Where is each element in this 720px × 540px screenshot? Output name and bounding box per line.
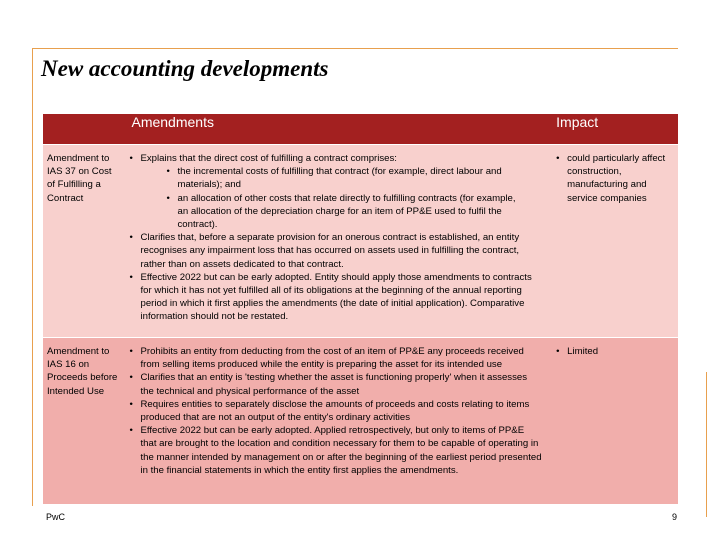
amendments-table <box>43 114 678 504</box>
sub-list <box>140 165 542 231</box>
row-label: Amendment to IAS 37 on Cost of Fulfilling a Contract <box>43 145 121 337</box>
list-item: • Limited <box>552 345 672 358</box>
list-item: • Effective 2022 but can be early adopted. Entity should apply those amendments to contracts for which it has not yet fulfilled all of its obligations at the beginning of the annual reporting period in which it first applies the amendments (the date of initial application). Comparative information should not be restated. <box>125 271 542 324</box>
list-item: • Effective 2022 but can be early adopted. Applied retrospectively, but only to items of PP&E that are brought to the location and condition necessary for them to be capable of operating in the manner intended by management on or after the beginning of the earliest period presented in the financial statements in which the entity first applies the amendments. <box>125 424 542 477</box>
amendment-list <box>125 152 542 324</box>
amendment-list <box>125 345 542 477</box>
list-item: • Clarifies that, before a separate provision for an onerous contract is established, an entity recognises any impairment loss that has occurred on assets used in fulfilling the contract, rather than on assets dedicated to that contract. <box>125 231 542 271</box>
impact-list <box>552 345 672 358</box>
header-amendments: Amendments <box>121 114 548 144</box>
row-label: Amendment to IAS 16 on Proceeds before Intended Use <box>43 338 121 504</box>
sub-list-item: • the incremental costs of fulfilling that contract (for example, direct labour and materials); and <box>140 165 542 191</box>
list-item: • Requires entities to separately disclose the amounts of proceeds and costs relating to items produced that are not an output of the entity's ordinary activities <box>125 398 542 424</box>
list-item: • Clarifies that an entity is 'testing whether the asset is functioning properly' when it assesses the technical and physical performance of the asset <box>125 371 542 397</box>
frame-right-line <box>706 372 707 517</box>
frame-left-line <box>32 48 33 506</box>
table-row <box>43 145 678 337</box>
list-item: • Prohibits an entity from deducting from the cost of an item of PP&E any proceeds received from selling items produced while the entity is preparing the asset for its intended use <box>125 345 542 371</box>
sub-list-item: • an allocation of other costs that relate directly to fulfilling contracts (for example, an allocation of the depreciation charge for an item of PP&E used to fulfil the contract). <box>140 192 542 232</box>
page-number: 9 <box>672 512 678 522</box>
list-item: • Explains that the direct cost of fulfilling a contract comprises: • the incremental costs of fulfilling that contract (for example, direct labour and materials); and • an allocation of other costs that relate directly to fulfilling contracts (for example, an allocation of the depreciation charge for an item of PP&E used to fulfil the contract). <box>125 152 542 231</box>
header-impact: Impact <box>548 114 678 144</box>
header-label-cell <box>43 114 121 144</box>
table-row <box>43 338 678 504</box>
list-item: • could particularly affect construction, manufacturing and service companies <box>552 152 672 205</box>
impact-list <box>552 152 672 205</box>
footer-brand: PwC <box>46 512 66 522</box>
table-header-row <box>43 114 678 144</box>
page-title: New accounting developments <box>41 56 329 81</box>
frame-top-line <box>32 48 678 49</box>
